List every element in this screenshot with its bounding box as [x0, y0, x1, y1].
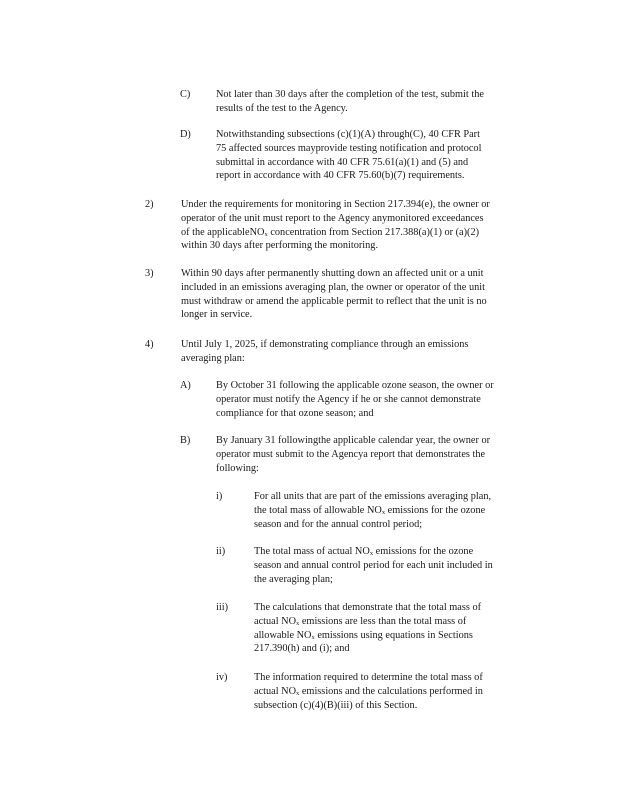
text-line: The information required to determine the total mass of [254, 672, 483, 683]
paragraph-label: i) [216, 491, 223, 502]
text-line: following: [216, 462, 259, 474]
text-line [254, 629, 524, 643]
paragraph-label: C) [180, 89, 191, 100]
text-line: included in an emissions averaging plan, the owner or operator of the unit [181, 281, 485, 293]
paragraph-text [216, 434, 536, 475]
text-fragment: emissions for the ozone [375, 546, 474, 557]
paragraph-text [181, 267, 541, 322]
text-line: Not later than 30 days after the completion of the test, submit the [216, 89, 484, 100]
text-line: compliance for that ozone season; and [216, 407, 374, 419]
text-fragment: emissions for the ozone [387, 504, 486, 516]
text-line [181, 226, 543, 240]
text-line: By January 31 followingthe applicable calendar year, the owner or [216, 435, 491, 446]
text-line [254, 615, 524, 629]
paragraph-text [181, 198, 543, 253]
paragraph-text [181, 338, 511, 366]
text-line: season and for the annual control period; [254, 518, 423, 530]
text-fragment: emissions and the calculations performed in [301, 685, 483, 697]
text-fragment: allowable NO [254, 629, 312, 641]
paragraph-label: 4) [145, 339, 154, 350]
subscript: x [296, 619, 300, 627]
paragraph-text [216, 379, 546, 420]
subscript: x [369, 550, 374, 557]
text-line: averaging plan: [181, 352, 245, 364]
text-line: By October 31 following the applicable ozone season, the owner or [216, 380, 494, 391]
text-line: Under the requirements for monitoring in Section 217.394(e), the owner or [181, 199, 490, 210]
text-fragment: of the applicableNO [181, 226, 265, 238]
text-fragment: emissions using equations in Sections [317, 629, 473, 641]
subscript: x [264, 230, 268, 238]
subscript: x [311, 633, 315, 641]
subscript: x [296, 689, 300, 697]
text-line: operator must notify the Agency if he or she cannot demonstrate [216, 393, 481, 405]
text-line: must withdraw or amend the applicable permit to reflect that the unit is no [181, 295, 487, 307]
text-line [254, 504, 534, 518]
paragraph-text [216, 128, 526, 183]
text-fragment: The total mass of actual NO [254, 546, 370, 557]
paragraph-text [254, 545, 536, 586]
text-line: submittal in accordance with 40 CFR 75.61(a)(1) and (5) and [216, 156, 469, 168]
paragraph-label: iii) [216, 602, 229, 613]
text-line: season and annual control period for each unit included in [254, 559, 493, 571]
text-fragment: the total mass of allowable NO [254, 504, 382, 516]
text-line: the averaging plan; [254, 573, 333, 585]
text-line [254, 545, 536, 559]
text-fragment: concentration from Section 217.388(a)(1) or (a)(2) [270, 226, 480, 238]
paragraph-label: B) [180, 435, 191, 446]
paragraph-label: iv) [216, 672, 228, 683]
text-fragment: emissions are less than the total mass of [301, 615, 467, 627]
text-line: Within 90 days after permanently shutting down an affected unit or a unit [181, 268, 484, 279]
text-line: within 30 days after performing the monitoring. [181, 240, 379, 252]
text-line: results of the test to the Agency. [216, 102, 348, 114]
paragraph-label: 3) [145, 268, 154, 279]
text-line: Until July 1, 2025, if demonstrating compliance through an emissions [181, 339, 469, 350]
text-line: Notwithstanding subsections (c)(1)(A) through(C), 40 CFR Part [216, 129, 480, 140]
paragraph-text [216, 88, 534, 116]
text-line: The calculations that demonstrate that the total mass of [254, 602, 482, 613]
text-line: For all units that are part of the emissions averaging plan, [254, 491, 492, 502]
text-line [254, 685, 524, 699]
paragraph-label: D) [180, 129, 191, 140]
text-fragment: actual NO [254, 615, 297, 627]
text-line: longer in service. [181, 309, 253, 321]
text-line: subsection (c)(4)(B)(iii) of this Section. [254, 699, 418, 711]
text-line: 217.390(h) and (i); and [254, 643, 350, 655]
text-line: operator must submit to the Agencya report that demonstrates the [216, 448, 486, 460]
text-line: operator of the unit must report to the Agency anymonitored exceedances [181, 212, 484, 224]
paragraph-label: 2) [145, 199, 154, 210]
paragraph-label: A) [180, 380, 191, 391]
paragraph-text [254, 671, 524, 712]
text-line: report in accordance with 40 CFR 75.60(b)(7) requirements. [216, 170, 465, 182]
paragraph-text [254, 601, 524, 656]
text-line: 75 affected sources mayprovide testing notification and protocol [216, 142, 482, 154]
subscript: x [381, 508, 386, 516]
paragraph-text [254, 490, 534, 531]
paragraph-label: ii) [216, 546, 226, 557]
text-fragment: actual NO [254, 685, 297, 697]
